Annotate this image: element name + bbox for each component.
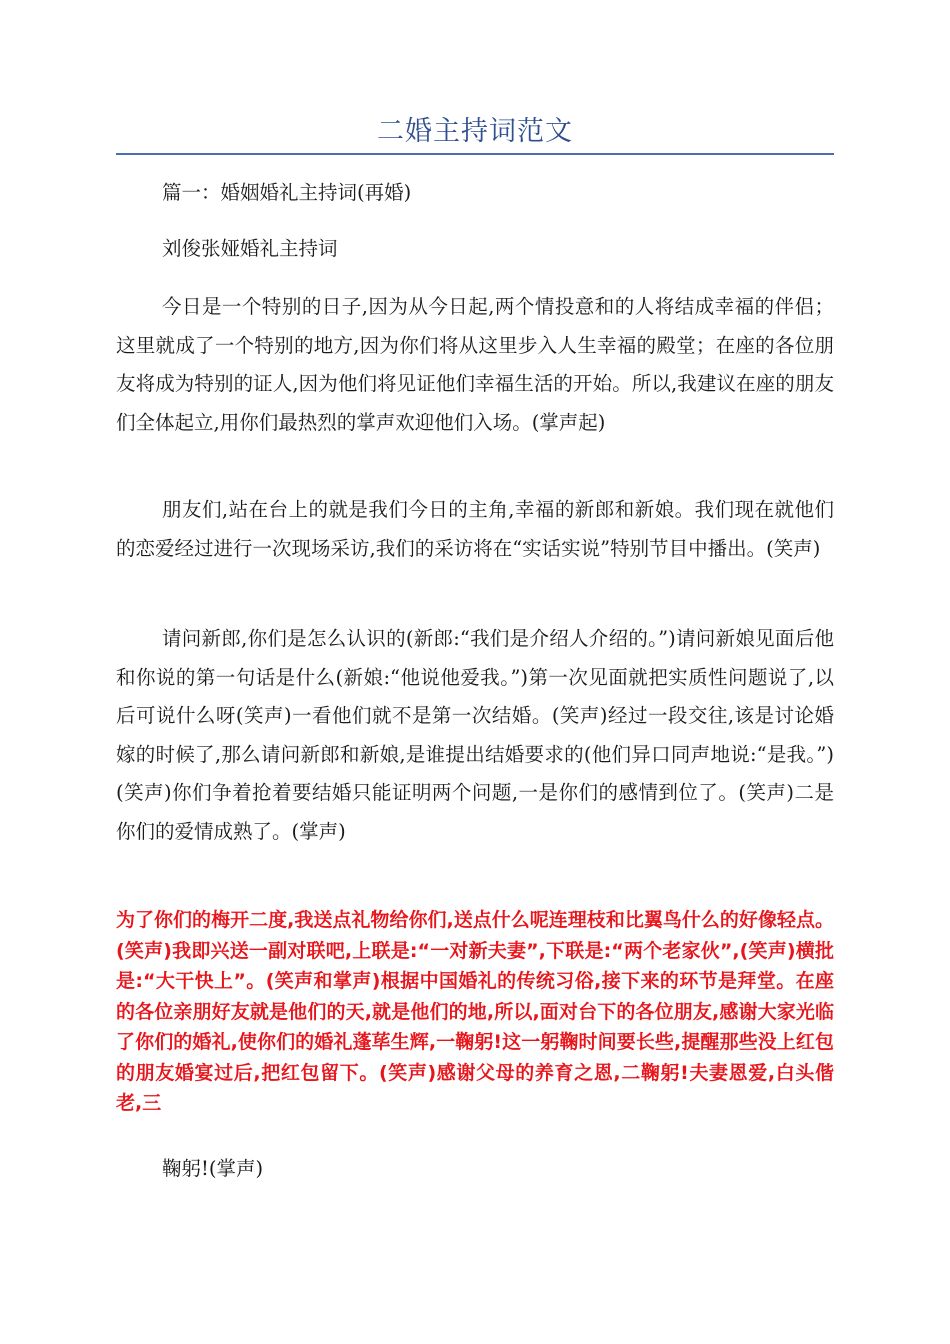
paragraph-interview: 请问新郎,你们是怎么认识的(新郎:“我们是介绍人介绍的。”)请问新娘见面后他和你说的第一句话是什么(新娘:“他说他爱我。”)第一次见面就把实质性问题说了,以后可说什么呀(笑声)一看他们就不是第一次结婚。(笑声)经过一段交往,该是讨论婚嫁的时候了,那么请问新郎和新娘,是谁提出结婚要求的(他们异口同声地说:“是我。”)(笑声)你们争着抢着要结婚只能证明两个问题,一是你们的感情到位了。(笑声)二是你们的爱情成熟了。(掌声) xyxy=(116,627,834,843)
title-underline xyxy=(116,153,834,155)
paragraph-opening: 今日是一个特别的日子,因为从今日起,两个情投意和的人将结成幸福的伴侣；这里就成了一个特别的地方,因为你们将从这里步入人生幸福的殿堂；在座的各位朋友将成为特别的证人,因为他们将见证他们幸福生活的开始。所以,我建议在座的朋友们全体起立,用你们最热烈的掌声欢迎他们入场。(掌声起) xyxy=(116,295,834,434)
section-heading: 篇一：婚姻婚礼主持词(再婚) xyxy=(162,181,412,204)
paragraph-introduction: 朋友们,站在台上的就是我们今日的主角,幸福的新郎和新娘。我们现在就他们的恋爱经过进行一次现场采访,我们的采访将在“实话实说”特别节目中播出。(笑声) xyxy=(116,498,834,560)
document-title: 二婚主持词范文 xyxy=(377,116,573,147)
paragraph-final-line: 鞠躬!(掌声) xyxy=(162,1157,264,1180)
highlighted-paragraph: 为了你们的梅开二度,我送点礼物给你们,送点什么呢连理枝和比翼鸟什么的好像轻点。(笑声)我即兴送一副对联吧,上联是:“一对新夫妻”,下联是:“两个老家伙”,(笑声)横批是:“大干快上”。(笑声和掌声)根据中国婚礼的传统习俗,接下来的环节是拜堂。在座的各位亲朋好友就是他们的天,就是他们的地,所以,面对台下的各位朋友,感谢大家光临了你们的婚礼,使你们的婚礼蓬荜生辉,一鞠躬!这一躬鞠时间要长些,提醒那些没上红包的朋友婚宴过后,把红包留下。(笑声)感谢父母的养育之恩,二鞠躬!夫妻恩爱,白头偕老,三 xyxy=(116,909,834,1114)
section-subheading: 刘俊张娅婚礼主持词 xyxy=(162,237,338,260)
